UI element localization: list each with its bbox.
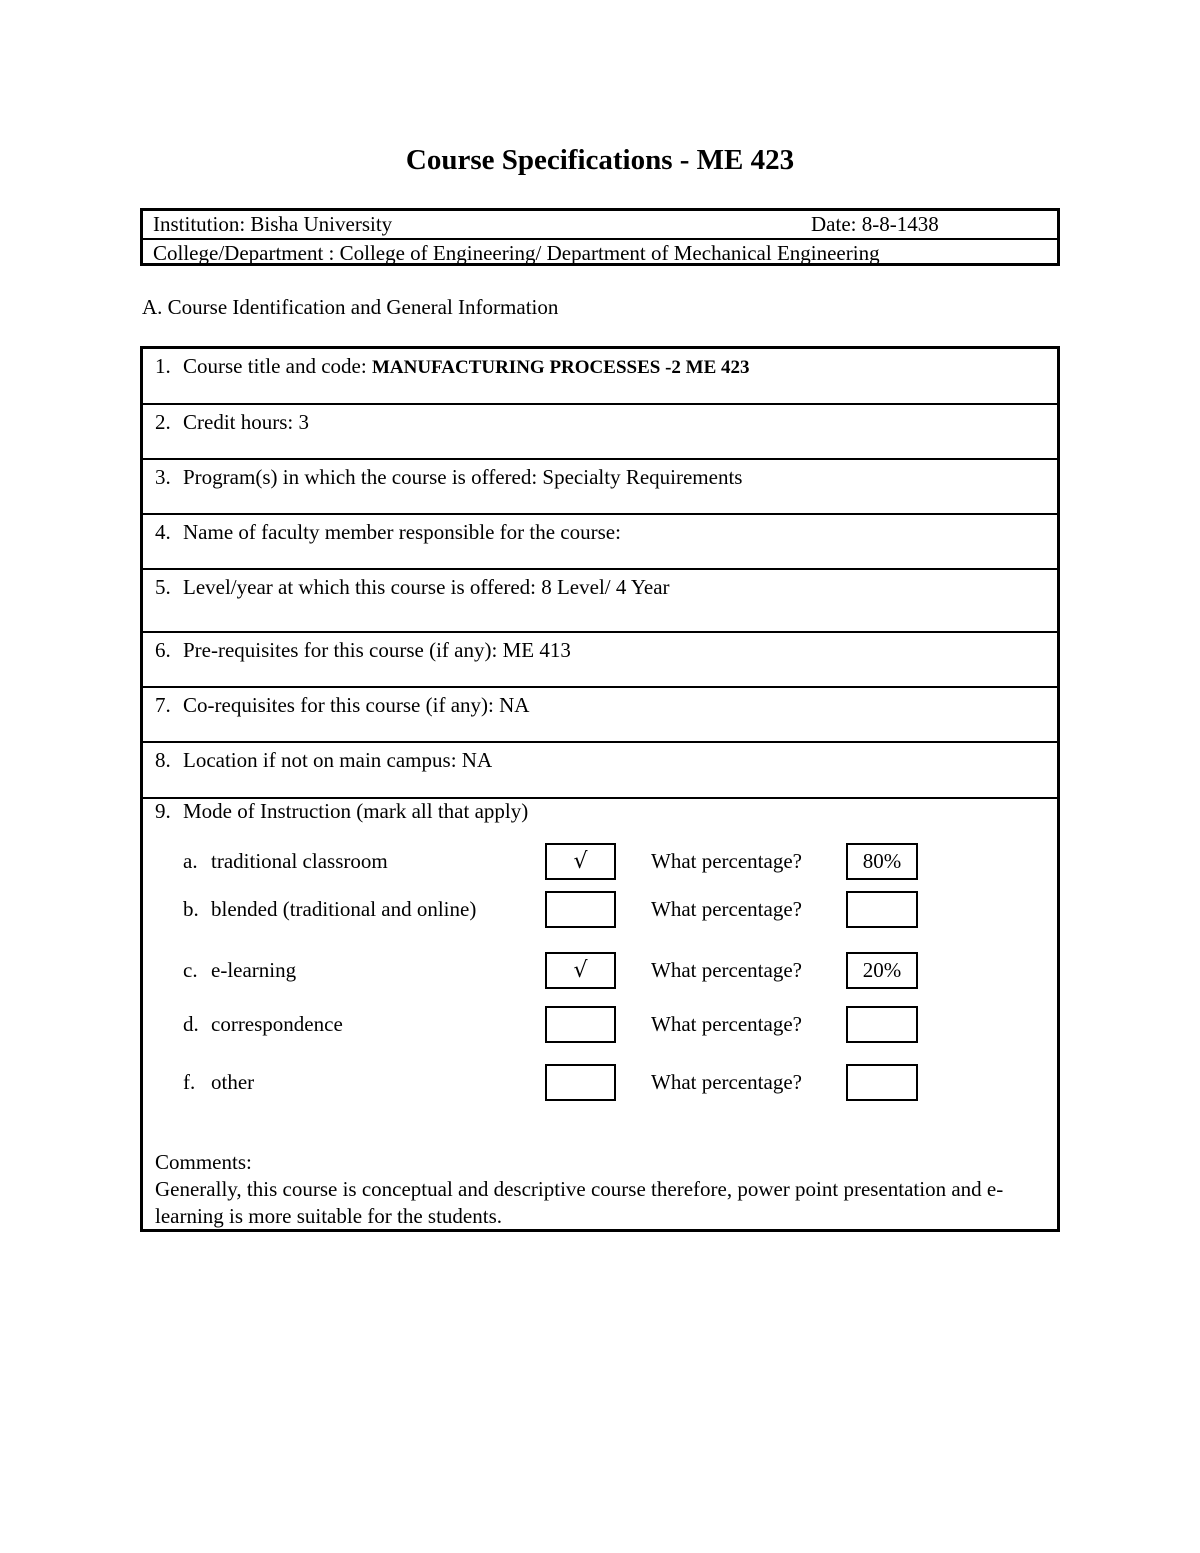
- college-department-text: College/Department : College of Engineering/ Department of Mechanical Engineering: [153, 241, 880, 265]
- credit-hours-row: [143, 405, 1057, 460]
- mode-option-correspondence: [143, 1006, 1057, 1046]
- checkbox-blended[interactable]: [545, 891, 616, 928]
- mode-option-other: [143, 1064, 1057, 1104]
- option-letter: f.: [183, 1070, 196, 1094]
- course-identification-table: [140, 346, 1060, 1232]
- prerequisites-text: Pre-requisites for this course (if any): ME 413: [183, 638, 571, 662]
- row-number: 1.: [155, 354, 171, 378]
- percentage-field-correspondence[interactable]: [846, 1006, 918, 1043]
- faculty-member-row: [143, 515, 1057, 570]
- percentage-field-other[interactable]: [846, 1064, 918, 1101]
- option-label: traditional classroom: [211, 849, 388, 873]
- checkbox-other[interactable]: [545, 1064, 616, 1101]
- comments-label: Comments:: [155, 1150, 252, 1174]
- option-label: correspondence: [211, 1012, 343, 1036]
- institution-row: [143, 211, 1057, 238]
- level-year-row: [143, 570, 1057, 633]
- page-title: Course Specifications - ME 423: [405, 144, 795, 176]
- faculty-member-text: Name of faculty member responsible for the course:: [183, 520, 621, 544]
- program-text: Program(s) in which the course is offered: Specialty Requirements: [183, 465, 743, 489]
- percentage-field-blended[interactable]: [846, 891, 918, 928]
- option-label: e-learning: [211, 958, 297, 982]
- row-number: 7.: [155, 693, 171, 717]
- row-number: 3.: [155, 465, 171, 489]
- prerequisites-row: [143, 633, 1057, 688]
- row-number: 5.: [155, 575, 171, 599]
- option-letter: d.: [183, 1012, 199, 1036]
- option-letter: a.: [183, 849, 198, 873]
- percentage-label: What percentage?: [651, 1012, 802, 1036]
- course-title-row: [143, 349, 1057, 405]
- college-department-row: [143, 238, 1057, 267]
- row-number: 9.: [155, 799, 171, 823]
- percentage-label: What percentage?: [651, 849, 802, 873]
- course-title-value: MANUFACTURING PROCESSES -2 ME 423: [371, 357, 750, 378]
- course-title-label: Course title and code:: [183, 354, 372, 378]
- option-letter: c.: [183, 958, 198, 982]
- institution-text: Institution: Bisha University: [153, 212, 393, 236]
- location-row: [143, 743, 1057, 799]
- program-row: [143, 460, 1057, 515]
- comments-block: [155, 1149, 1051, 1230]
- percentage-label: What percentage?: [651, 958, 802, 982]
- mode-of-instruction-title: Mode of Instruction (mark all that apply): [183, 799, 529, 823]
- date-text: Date: 8-8-1438: [811, 212, 939, 236]
- option-label: blended (traditional and online): [211, 897, 477, 921]
- location-text: Location if not on main campus: NA: [183, 748, 493, 772]
- option-letter: b.: [183, 897, 199, 921]
- institution-header-table: [140, 208, 1060, 266]
- mode-option-e-learning: [143, 952, 1057, 992]
- level-year-text: Level/year at which this course is offered: 8 Level/ 4 Year: [183, 575, 670, 599]
- percentage-field-e-learning[interactable]: 20%: [846, 952, 918, 989]
- percentage-field-traditional-classroom[interactable]: 80%: [846, 843, 918, 880]
- row-number: 4.: [155, 520, 171, 544]
- checkbox-e-learning[interactable]: √: [545, 952, 616, 989]
- checkbox-correspondence[interactable]: [545, 1006, 616, 1043]
- mode-option-traditional-classroom: [143, 843, 1057, 883]
- comments-text: Generally, this course is conceptual and descriptive course therefore, power point presentation and e-learning is more suitable for the students.: [155, 1177, 1004, 1228]
- option-label: other: [211, 1070, 255, 1094]
- corequisites-row: [143, 688, 1057, 743]
- row-number: 2.: [155, 410, 171, 434]
- section-a-heading: A. Course Identification and General Information: [142, 295, 559, 319]
- credit-hours-text: Credit hours: 3: [183, 410, 309, 434]
- mode-option-blended: [143, 891, 1057, 931]
- corequisites-text: Co-requisites for this course (if any): NA: [183, 693, 530, 717]
- row-number: 6.: [155, 638, 171, 662]
- checkbox-traditional-classroom[interactable]: √: [545, 843, 616, 880]
- percentage-label: What percentage?: [651, 1070, 802, 1094]
- mode-of-instruction-section: [143, 797, 1057, 1229]
- percentage-label: What percentage?: [651, 897, 802, 921]
- row-number: 8.: [155, 748, 171, 772]
